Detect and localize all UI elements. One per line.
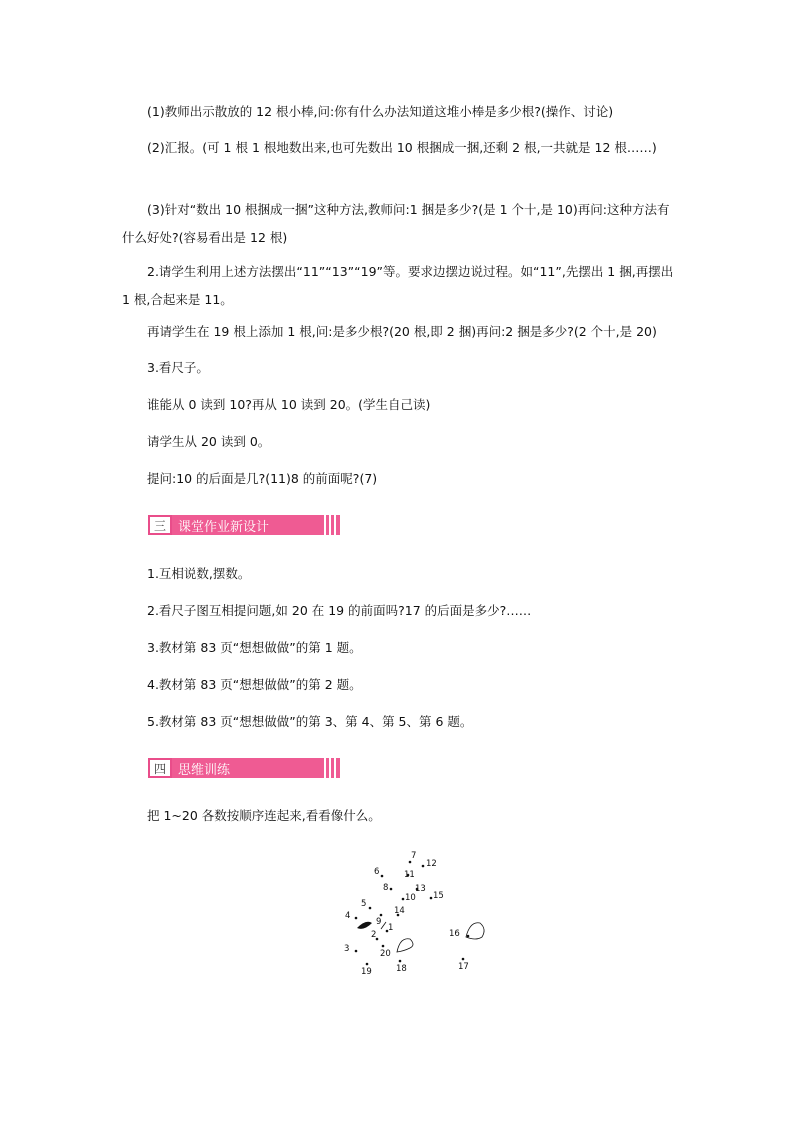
- task-item-4: 4.教材第 83 页“想想做做”的第 2 题。: [147, 677, 362, 692]
- section-number-4: 四: [148, 758, 172, 778]
- dot-19: [366, 963, 369, 966]
- section-title-3: 课堂作业新设计: [178, 519, 270, 535]
- dot-7: [409, 861, 412, 864]
- dot-label-20: 20: [380, 949, 391, 959]
- dot-label-19: 19: [361, 967, 372, 975]
- section-heading-4: [148, 758, 340, 778]
- paragraph-6: 3.看尺子。: [147, 360, 209, 375]
- dot-16: [467, 935, 470, 938]
- ear-outline: [397, 939, 413, 952]
- eye-mark: [357, 922, 372, 929]
- dot-label-15: 15: [433, 891, 444, 901]
- paragraph-7: 谁能从 0 读到 10?再从 10 读到 20。(学生自己读): [147, 397, 431, 412]
- paragraph-3: (3)针对“数出 10 根捆成一捆”这种方法,教师问:1 捆是多少?(是 1 个十,是 10)再问:这种方法有什么好处?(容易看出是 12 根): [122, 202, 670, 245]
- task-item-5: 5.教材第 83 页“想想做做”的第 3、第 4、第 5、第 6 题。: [147, 714, 473, 729]
- dot-20: [382, 945, 385, 948]
- dot-label-11: 11: [404, 870, 415, 880]
- paragraph-1: (1)教师出示散放的 12 根小棒,问:你有什么办法知道这堆小棒是多少根?(操作、讨论): [147, 104, 614, 119]
- dot-label-5: 5: [361, 899, 367, 909]
- dot-label-12: 12: [426, 859, 437, 869]
- dot-18: [399, 960, 402, 963]
- task-item-3: 3.教材第 83 页“想想做做”的第 1 题。: [147, 640, 362, 655]
- dot-label-16: 16: [449, 929, 460, 939]
- task-item-1: 1.互相说数,摆数。: [147, 566, 251, 581]
- dot-17: [462, 958, 465, 961]
- dot-3: [355, 950, 358, 953]
- dot-6: [381, 875, 384, 878]
- dot-label-4: 4: [345, 911, 351, 921]
- dot-8: [390, 888, 393, 891]
- decorative-stripes: [324, 758, 336, 778]
- paragraph-2: (2)汇报。(可 1 根 1 根地数出来,也可先数出 10 根捆成一捆,还剩 2 根,一共就是 12 根……): [147, 140, 657, 155]
- section-title-4: 思维训练: [178, 762, 231, 778]
- dot-label-2: 2: [371, 930, 377, 940]
- dot-4: [355, 917, 358, 920]
- instruction-text: 把 1~20 各数按顺序连起来,看看像什么。: [147, 808, 381, 823]
- line-mark: [381, 922, 386, 929]
- dot-label-13: 13: [415, 884, 426, 894]
- dot-label-6: 6: [374, 867, 380, 877]
- dot-5: [369, 907, 372, 910]
- paragraph-4: 2.请学生利用上述方法摆出“11”“13”“19”等。要求边摆边说过程。如“11”,先摆出 1 捆,再摆出 1 根,合起来是 11。: [122, 264, 674, 307]
- dot-label-10: 10: [405, 893, 416, 903]
- decorative-stripes: [324, 515, 336, 535]
- dot-9: [380, 914, 383, 917]
- dot-label-3: 3: [344, 944, 350, 954]
- dot-label-17: 17: [458, 962, 469, 972]
- section-heading-3: [148, 515, 340, 535]
- dot-12: [422, 865, 425, 868]
- paragraph-5: 再请学生在 19 根上添加 1 根,问:是多少根?(20 根,即 2 捆)再问:2 捆是多少?(2 个十,是 20): [147, 324, 657, 339]
- dot-label-9: 9: [376, 917, 382, 927]
- task-item-2: 2.看尺子图互相提问题,如 20 在 19 的前面吗?17 的后面是多少?……: [147, 603, 532, 618]
- paragraph-9: 提问:10 的后面是几?(11)8 的前面呢?(7): [147, 471, 378, 486]
- paragraph-8: 请学生从 20 读到 0。: [147, 434, 271, 449]
- section-title-bar-3: [172, 515, 340, 535]
- dot-to-dot-figure: [330, 845, 490, 975]
- dot-10: [402, 898, 405, 901]
- section-number-3: 三: [148, 515, 172, 535]
- dot-label-14: 14: [394, 906, 405, 916]
- dot-label-18: 18: [396, 964, 407, 974]
- dot-label-7: 7: [411, 851, 417, 861]
- section-title-bar-4: [172, 758, 340, 778]
- dot-15: [430, 897, 433, 900]
- dot-label-8: 8: [383, 883, 389, 893]
- dot-label-1: 1: [388, 923, 394, 933]
